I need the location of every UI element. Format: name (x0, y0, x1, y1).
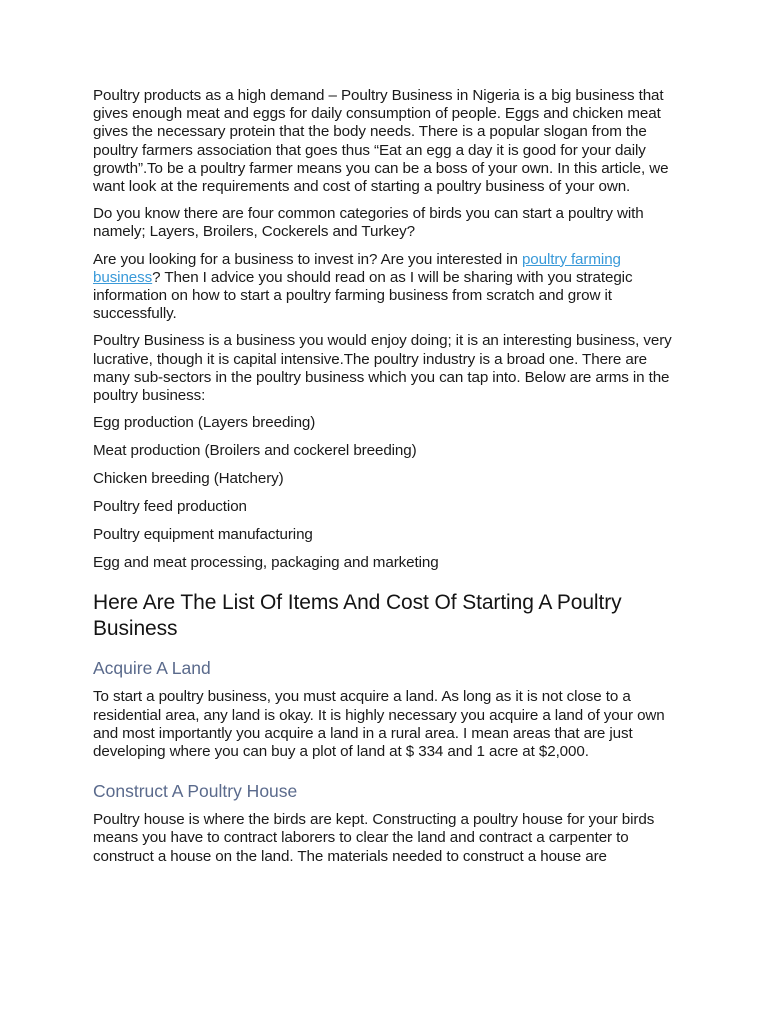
poultry-arms-list (93, 414, 683, 572)
intro-paragraph-3-after: ? Then I advice you should read on as I will be sharing with you strategic information on how to start a poultry farming business from scratch and grow it successfully. (93, 268, 633, 323)
list-item: Meat production (Broilers and cockerel breeding) (93, 442, 417, 460)
section-heading-acquire-land: Acquire A Land (93, 658, 211, 679)
poultry-farming-business-link[interactable]: poultry farming business (93, 250, 621, 286)
document-page (93, 87, 683, 875)
intro-paragraph-4: Poultry Business is a business you would enjoy doing; it is an interesting business, very lucrative, though it is capital intensive.The poultry industry is a broad one. There are many sub-sectors in the poultry business which you can tap into. Below are arms in the poultry business: (93, 332, 672, 405)
section-body-acquire-land: To start a poultry business, you must acquire a land. As long as it is not close to a residential area, any land is okay. It is highly necessary you acquire a land of your own and most importantly you acquire a land in a rural area. I mean areas that are just developing where you can buy a plot of land at $ 334 and 1 acre at $2,000. (93, 688, 665, 761)
intro-paragraph-3 (93, 251, 683, 324)
section-body-poultry-house: Poultry house is where the birds are kept. Constructing a poultry house for your birds means you have to contract laborers to clear the land and contract a carpenter to construct a house on the land. The materials needed to construct a house are (93, 811, 655, 865)
section-heading-poultry-house: Construct A Poultry House (93, 781, 298, 802)
list-item: Egg and meat processing, packaging and marketing (93, 554, 439, 572)
list-item: Chicken breeding (Hatchery) (93, 470, 284, 488)
list-item: Poultry feed production (93, 498, 247, 516)
list-item: Egg production (Layers breeding) (93, 414, 316, 432)
intro-paragraph-2: Do you know there are four common categories of birds you can start a poultry with namely; Layers, Broilers, Cockerels and Turkey? (93, 205, 644, 241)
list-item: Poultry equipment manufacturing (93, 526, 313, 544)
intro-paragraph-1: Poultry products as a high demand – Poultry Business in Nigeria is a big business that gives enough meat and eggs for daily consumption of people. Eggs and chicken meat gives the necessary protein that the body needs. There is a popular slogan from the poultry farmers association that goes thus “Eat an egg a day it is good for your daily growth”.To be a poultry farmer means you can be a boss of your own. In this article, we want look at the requirements and cost of starting a poultry business of your own. (93, 87, 669, 196)
intro-paragraph-3-before: Are you looking for a business to invest in? Are you interested in (93, 250, 522, 268)
main-heading: Here Are The List Of Items And Cost Of Starting A Poultry Business (93, 591, 622, 640)
